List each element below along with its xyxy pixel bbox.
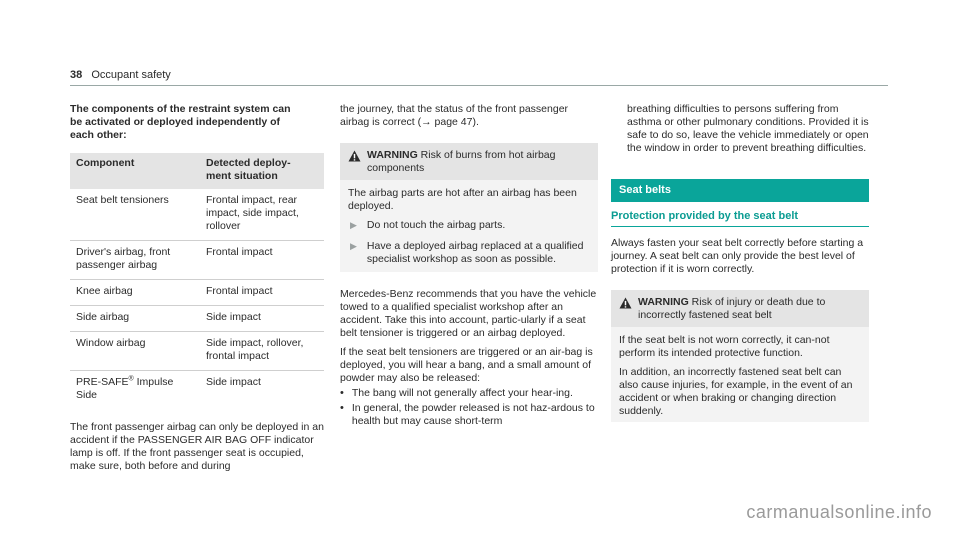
page-number: 38 (70, 69, 83, 81)
warning-text: If the seat belt is not worn correctly, it can-not perform its intended protective function. (619, 334, 830, 359)
deployment-table (70, 153, 324, 409)
para-text: the journey, that the status of the front passenger airbag is correct ( (340, 103, 569, 128)
warning-text: In addition, an incorrectly fastened seat belt can also cause injuries, for example, in the event of an accident or when braking or changing direction suddenly. (619, 366, 853, 417)
seatbelt-paragraph: Always fasten your seat belt correctly before starting a journey. A seat belt can only provide the best level of protection if it is worn correctly. (611, 237, 864, 275)
bullet-dot: • (340, 402, 344, 414)
registered-mark: ® (128, 375, 134, 383)
cell-situation: Frontal impact (200, 241, 324, 280)
bullet-item (340, 402, 598, 428)
warning-label: WARNING (638, 296, 689, 308)
page-ref-link[interactable]: page 47). (431, 116, 479, 128)
warning-body (340, 180, 598, 272)
table-row (70, 371, 324, 410)
warning-title: Risk of injury or death due to incorrectly fastened seat belt (638, 296, 826, 321)
instruction-item (348, 213, 590, 234)
bullet-text: In general, the powder released is not haz-ardous to health but may cause short-term (351, 402, 595, 427)
table-row (70, 332, 324, 371)
table-intro (70, 103, 328, 142)
warning-triangle-icon (348, 150, 361, 162)
cell-component: Driver's airbag, front passenger airbag (70, 241, 200, 280)
towing-paragraph: Mercedes-Benz recommends that you have the vehicle towed to a qualified specialist workshop after an accident. Take this into account, partic-ularly if a seat belt tensioner is triggered or an airbag deployed. (340, 288, 597, 339)
warning-label: WARNING (367, 149, 418, 161)
cell-situation: Side impact, rollover, frontal impact (200, 332, 324, 371)
cell-situation: Frontal impact (200, 280, 324, 306)
tensioner-paragraph: If the seat belt tensioners are triggered or an air-bag is deployed, you will hear a bang, and a small amount of powder may also be released: (340, 346, 593, 384)
page-ref-arrow-icon: → (421, 116, 432, 128)
cell-situation: Frontal impact, rear impact, side impact, rollover (206, 194, 299, 232)
warning-body (611, 327, 869, 422)
header-rule (70, 85, 888, 86)
section-name: Occupant safety (91, 69, 171, 81)
cell-component: Window airbag (70, 332, 200, 371)
intro-line-3: each other: (70, 129, 127, 141)
column-3 (611, 103, 869, 422)
instruction-text: Have a deployed airbag replaced at a qualified specialist workshop as soon as possible. (366, 240, 584, 265)
warning-box-airbag (340, 143, 598, 272)
warning-title: Risk of burns from hot airbag components (367, 149, 556, 174)
instruction-arrow-icon: ▶ (350, 241, 357, 251)
instruction-item (348, 234, 590, 268)
warning-header (340, 143, 598, 180)
cell-component: Side airbag (70, 306, 200, 332)
journey-paragraph (340, 103, 598, 129)
warning-triangle-icon (619, 297, 632, 309)
intro-line-1: The components of the restraint system can (70, 103, 291, 115)
cell-situation: Side impact (200, 306, 324, 332)
intro-line-2: be activated or deployed independently of (70, 116, 281, 128)
cell-component: PRE-SAFE® Impulse Side (70, 371, 200, 410)
warning-text: The airbag parts are hot after an airbag has been deployed. (348, 187, 577, 212)
bullet-item (340, 387, 598, 400)
warning-box-seatbelt (611, 290, 869, 422)
page-header (70, 69, 171, 82)
col-header-situation: Detected deploy- ment situation (200, 153, 324, 189)
cell-component: Knee airbag (70, 280, 200, 306)
continued-bullet-text: breathing difficulties to persons suffering from asthma or other pulmonary conditions. Provided it is safe to do so, leave the vehicle immediately or open the window in order to prevent breathing difficulties. (627, 103, 869, 154)
instruction-text: Do not touch the airbag parts. (366, 219, 506, 231)
bullet-dot: • (340, 387, 344, 399)
cell-component: Seat belt tensioners (76, 194, 169, 206)
table-row (70, 306, 324, 332)
warning-heading (367, 149, 590, 175)
table-row (70, 189, 324, 241)
column-2 (340, 103, 598, 428)
column-1 (70, 103, 328, 473)
watermark: carmanualsonline.info (746, 502, 932, 522)
bullet-text: The bang will not generally affect your hear-ing. (351, 387, 573, 399)
instruction-arrow-icon: ▶ (350, 220, 357, 230)
col-header-component (70, 153, 200, 189)
section-title-bar: Seat belts (611, 179, 869, 202)
warning-header (611, 290, 869, 327)
table-row (70, 241, 324, 280)
cell-situation: Side impact (200, 371, 324, 410)
warning-heading (638, 296, 861, 322)
subsection-heading: Protection provided by the seat belt (611, 208, 869, 227)
table-row (70, 280, 324, 306)
header-text: Component (76, 157, 135, 169)
presafe-text: PRE-SAFE (76, 376, 129, 388)
passenger-airbag-paragraph: The front passenger airbag can only be deployed in an accident if the PASSENGER AIR BAG OFF indicator lamp is off. If the front passenger seat is occupied, make sure, both before and during (70, 421, 324, 472)
